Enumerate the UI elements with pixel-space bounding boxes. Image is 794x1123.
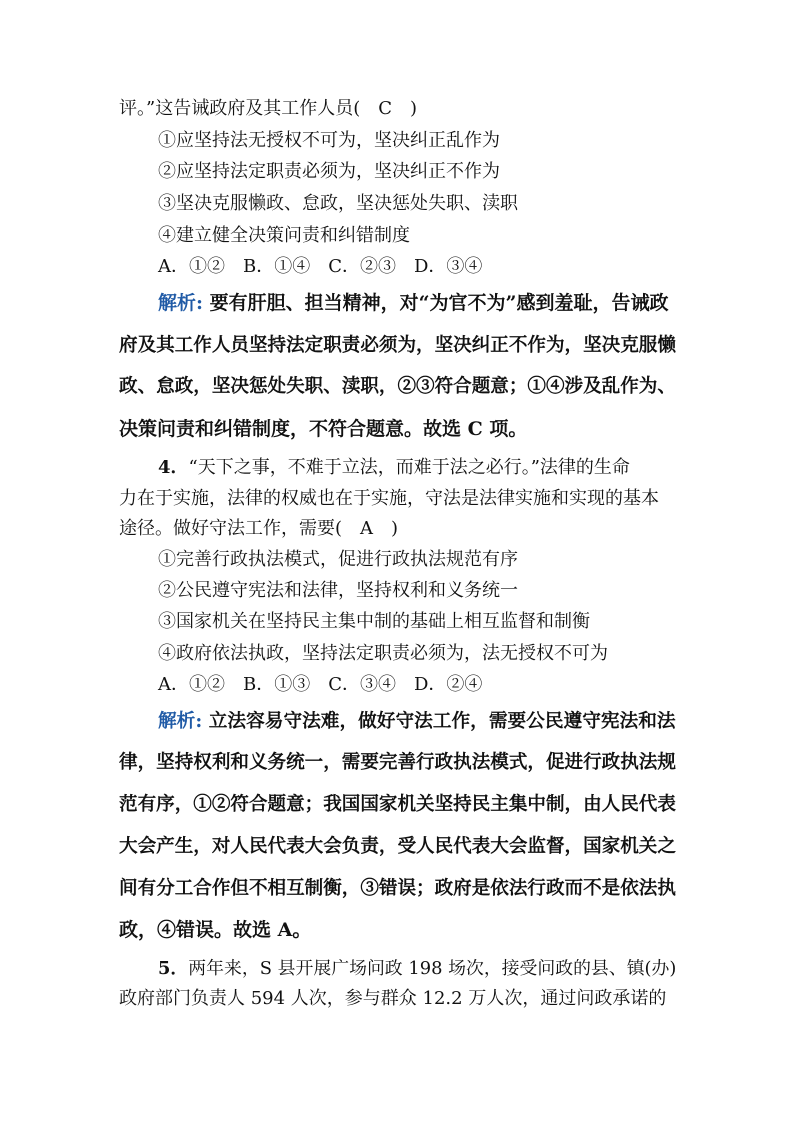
q4-analysis-label: 解析: [158,710,203,732]
q4-stem-line-1: 4．“天下之事，不难于立法，而难于法之必行。”法律的生命 [158,457,630,478]
q4-option-1: ①完善行政执法模式，促进行政执法规范有序 [158,549,518,570]
q4-analysis-line-6: 政，④错误。故选 A。 [119,919,312,941]
q4-option-4: ④政府依法执政，坚持法定职责必须为，法无授权不可为 [158,643,608,664]
q4-analysis-line-4: 大会产生，对人民代表大会负责，受人民代表大会监督，国家机关之 [119,836,676,857]
q4-analysis-line-5: 间有分工合作但不相互制衡，③错误；政府是依法行政而不是依法执 [119,878,676,899]
q3-choices: A．①② B．①④ C．②③ D．③④ [158,256,483,277]
q4-option-3: ③国家机关在坚持民主集中制的基础上相互监督和制衡 [158,611,590,632]
q3-analysis-line-4: 决策问责和纠错制度，不符合题意。故选 C 项。 [119,418,528,440]
q5-stem-line-2: 政府部门负责人 594 人次，参与群众 12.2 万人次，通过问政承诺的 [119,988,667,1009]
q4-stem-line-3: 途径。做好守法工作，需要( A ) [119,518,399,539]
q4-analysis-line-1: 解析: 立法容易守法难，做好守法工作，需要公民遵守宪法和法 [158,710,676,732]
q3-analysis-line-1: 解析: 要有肝胆、担当精神，对“为官不为”感到羞耻，告诫政 [158,292,669,314]
q3-analysis-label: 解析: [158,292,204,314]
q3-option-2: ②应坚持法定职责必须为，坚决纠正不作为 [158,161,500,182]
q4-choices: A．①② B．①③ C．③④ D．②④ [158,674,483,695]
q4-analysis-line-2: 律，坚持权利和义务统一，需要完善行政执法模式，促进行政执法规 [119,752,676,773]
q5-stem-line-1: 5．两年来，S 县开展广场问政 198 场次，接受问政的县、镇(办) [158,958,677,979]
q4-stem-line-2: 力在于实施，法律的权威也在于实施，守法是法律实施和实现的基本 [119,488,659,509]
q3-option-3: ③坚决克服懒政、怠政，坚决惩处失职、渎职 [158,193,518,214]
q3-analysis-line-2: 府及其工作人员坚持法定职责必须为，坚决纠正不作为，坚决克服懒 [119,335,676,356]
q3-option-1: ①应坚持法无授权不可为，坚决纠正乱作为 [158,130,500,151]
q5-number: 5． [158,958,189,979]
q4-option-2: ②公民遵守宪法和法律，坚持权利和义务统一 [158,580,518,601]
q4-analysis-line-3: 范有序，①②符合题意；我国国家机关坚持民主集中制，由人民代表 [119,794,676,815]
q3-stem-tail: 评。”这告诫政府及其工作人员( C ) [119,98,418,119]
q3-option-4: ④建立健全决策问责和纠错制度 [158,225,410,246]
q3-analysis-line-3: 政、怠政，坚决惩处失职、渎职，②③符合题意；①④涉及乱作为、 [119,376,676,397]
q4-number: 4． [158,457,189,478]
